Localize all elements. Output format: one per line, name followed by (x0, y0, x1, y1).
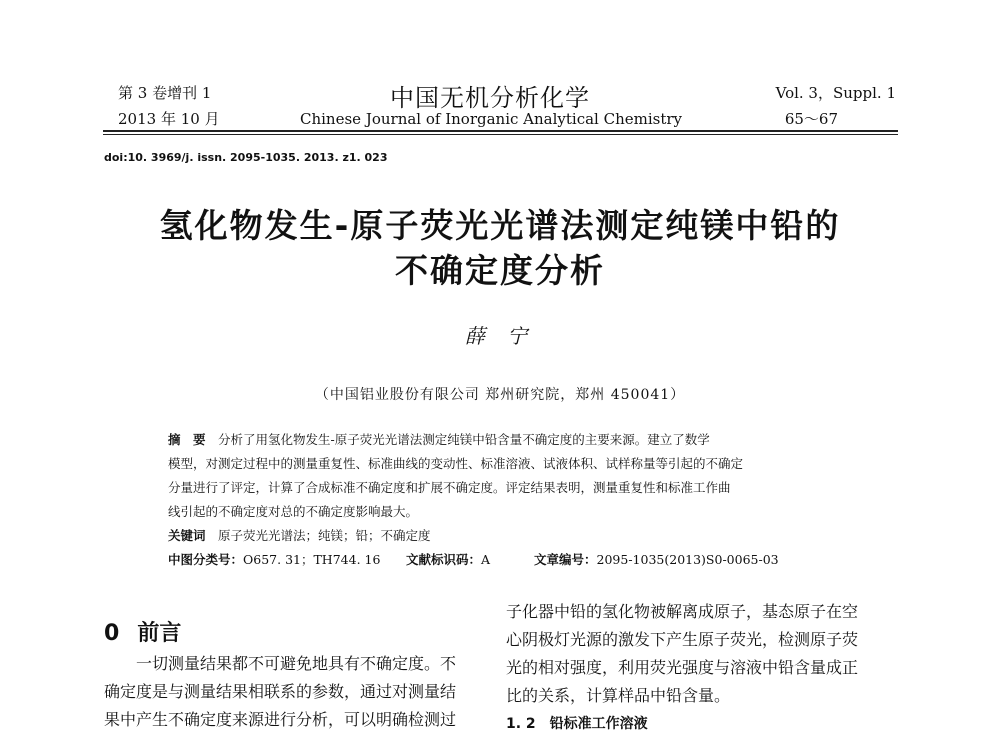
doc-code-label: 文献标识码： (406, 552, 482, 567)
keywords-label: 关键词 (168, 528, 206, 543)
right-line-1: 子化器中铅的氢化物被解离成原子，基态原子在空 (506, 602, 859, 621)
publication-date: 2013 年 10 月 (118, 110, 220, 128)
left-column (104, 650, 456, 734)
subsection-heading: 1. 2 铅标准工作溶液 (506, 716, 648, 732)
abstract-line-4: 线引起的不确定度对总的不确定度影响最大。 (168, 504, 419, 519)
abstract-line-1: 摘 要 分析了用氢化物发生-原子荧光光谱法测定纯镁中铅含量不确定度的主要来源。建立了数学 (168, 432, 710, 447)
right-column (506, 598, 858, 738)
section-title: 前言 (137, 621, 182, 646)
left-line-3: 果中产生不确定度来源进行分析，可以明确检测过 (104, 710, 457, 729)
author: 薛 宁 (464, 324, 536, 348)
abstract (168, 428, 828, 572)
article-id-label: 文章编号： (534, 552, 597, 567)
clc-label: 中图分类号： (168, 552, 244, 567)
clc-value: O657. 31；TH744. 16 (243, 552, 381, 567)
right-line-3: 光的相对强度，利用荧光强度与溶液中铅含量成正 (506, 658, 859, 677)
paper-title-line2: 不确定度分析 (395, 251, 605, 290)
volume-en: Vol. 3，Suppl. 1 (775, 84, 896, 102)
header-rule-thin (103, 134, 898, 135)
right-line-2: 心阴极灯光源的激发下产生原子荧光，检测原子荧 (506, 630, 859, 649)
page-range: 65～67 (784, 110, 838, 128)
abstract-label: 摘 要 (168, 432, 206, 447)
affiliation: （中国铝业股份有限公司 郑州研究院，郑州 450041） (314, 387, 686, 403)
section-number: 0 (104, 621, 120, 646)
section-heading-introduction (104, 616, 181, 647)
abstract-line-2: 模型，对测定过程中的测量重复性、标准曲线的变动性、标准溶液、试液体积、试样称量等引起的不确定 (168, 456, 744, 471)
abstract-line-3: 分量进行了评定，计算了合成标准不确定度和扩展不确定度。评定结果表明，测量重复性和标准工作曲 (168, 480, 731, 495)
journal-title-en: Chinese Journal of Inorganic Analytical Chemistry (300, 110, 683, 128)
doi: doi:10. 3969/j. issn. 2095-1035. 2013. z1. 023 (104, 151, 388, 164)
paper-title-line1: 氢化物发生-原子荧光光谱法测定纯镁中铅的 (159, 206, 841, 245)
left-line-1: 一切测量结果都不可避免地具有不确定度。不 (104, 654, 457, 673)
right-line-4: 比的关系，计算样品中铅含量。 (506, 686, 731, 705)
doc-code-value: A (481, 552, 491, 567)
journal-title-cn: 中国无机分析化学 (390, 84, 590, 112)
article-id-value: 2095-1035(2013)S0-0065-03 (596, 552, 779, 567)
header-rule (103, 130, 898, 132)
classification-line (168, 548, 828, 572)
volume-issue: 第 3 卷增刊 1 (118, 84, 212, 102)
keywords-text: 原子荧光光谱法；纯镁；铅；不确定度 (218, 528, 431, 543)
keywords (168, 524, 828, 548)
left-line-2: 确定度是与测量结果相联系的参数，通过对测量结 (104, 682, 457, 701)
